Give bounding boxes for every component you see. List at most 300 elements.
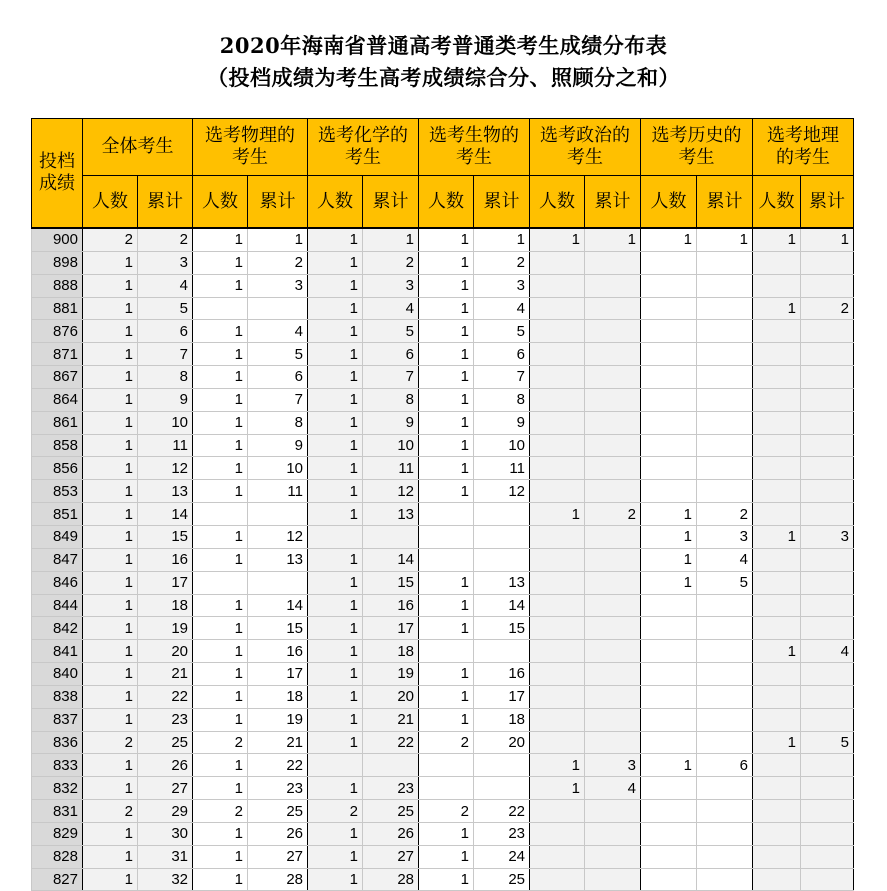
count-cell	[419, 503, 474, 526]
cumulative-cell: 27	[138, 777, 193, 800]
score-cell: 841	[32, 640, 83, 663]
cumulative-cell: 3	[363, 274, 419, 297]
count-cell: 1	[530, 503, 585, 526]
count-cell: 1	[193, 525, 248, 548]
count-cell: 1	[308, 274, 363, 297]
cumulative-cell: 25	[474, 868, 530, 891]
score-cell: 871	[32, 343, 83, 366]
count-cell: 1	[753, 228, 801, 251]
count-cell: 1	[419, 663, 474, 686]
count-cell: 1	[83, 297, 138, 320]
table-row	[32, 800, 854, 823]
cumulative-cell: 23	[363, 777, 419, 800]
table-row	[32, 868, 854, 891]
cumulative-cell: 20	[138, 640, 193, 663]
count-cell: 2	[419, 731, 474, 754]
score-cell: 853	[32, 480, 83, 503]
score-distribution-table	[31, 118, 854, 891]
cumulative-cell: 27	[248, 845, 308, 868]
cumulative-cell: 11	[363, 457, 419, 480]
table-title: 2020年海南省普通高考普通类考生成绩分布表	[219, 33, 668, 58]
cumulative-cell	[801, 366, 854, 389]
count-cell: 1	[83, 480, 138, 503]
count-cell: 1	[193, 754, 248, 777]
cumulative-cell: 16	[363, 594, 419, 617]
cumulative-cell: 10	[363, 434, 419, 457]
table-row	[32, 274, 854, 297]
cumulative-cell	[801, 868, 854, 891]
count-cell	[641, 868, 697, 891]
cumulative-cell	[801, 320, 854, 343]
cumulative-cell	[585, 457, 641, 480]
count-cell: 1	[193, 366, 248, 389]
count-cell	[753, 708, 801, 731]
count-cell	[641, 457, 697, 480]
cumulative-cell	[697, 822, 753, 845]
cumulative-cell	[697, 320, 753, 343]
count-cell: 1	[83, 571, 138, 594]
cumulative-cell	[801, 251, 854, 274]
cumulative-cell: 14	[363, 548, 419, 571]
count-cell: 1	[753, 525, 801, 548]
cumulative-cell: 1	[585, 228, 641, 251]
count-cell: 1	[308, 251, 363, 274]
group-header: 选考物理的考生	[193, 119, 308, 176]
count-cell	[641, 480, 697, 503]
count-cell: 1	[193, 343, 248, 366]
table-row	[32, 503, 854, 526]
count-cell	[753, 457, 801, 480]
count-cell: 1	[83, 525, 138, 548]
cumulative-cell: 4	[585, 777, 641, 800]
cumulative-cell	[585, 251, 641, 274]
count-cell	[753, 868, 801, 891]
cumulative-cell	[474, 640, 530, 663]
table-row	[32, 685, 854, 708]
count-cell: 1	[308, 320, 363, 343]
count-cell: 1	[308, 480, 363, 503]
cumulative-cell: 4	[248, 320, 308, 343]
cumulative-cell	[801, 754, 854, 777]
cumulative-cell: 18	[248, 685, 308, 708]
score-cell: 858	[32, 434, 83, 457]
count-cell: 1	[753, 640, 801, 663]
count-cell: 1	[193, 434, 248, 457]
cumulative-cell	[585, 594, 641, 617]
count-cell: 1	[193, 868, 248, 891]
count-cell	[641, 297, 697, 320]
cumulative-cell: 12	[248, 525, 308, 548]
count-cell: 1	[419, 571, 474, 594]
count-cell	[641, 663, 697, 686]
count-cell: 1	[308, 685, 363, 708]
count-cell: 1	[419, 366, 474, 389]
cumulative-cell: 2	[697, 503, 753, 526]
count-cell	[753, 480, 801, 503]
table-row	[32, 251, 854, 274]
cumulative-cell	[801, 617, 854, 640]
count-header: 人数	[530, 176, 585, 229]
cumulative-cell	[697, 343, 753, 366]
cumulative-cell: 5	[697, 571, 753, 594]
cumulative-cell: 10	[138, 411, 193, 434]
group-header: 选考生物的考生	[419, 119, 530, 176]
count-cell: 1	[193, 457, 248, 480]
table-row	[32, 548, 854, 571]
count-cell	[419, 777, 474, 800]
count-cell: 1	[83, 822, 138, 845]
cumulative-cell	[585, 663, 641, 686]
cumulative-cell: 2	[248, 251, 308, 274]
cumulative-cell: 10	[248, 457, 308, 480]
count-cell	[530, 251, 585, 274]
count-cell: 1	[641, 571, 697, 594]
table-row	[32, 480, 854, 503]
score-cell: 888	[32, 274, 83, 297]
cumulative-cell: 6	[138, 320, 193, 343]
count-cell	[530, 800, 585, 823]
count-cell: 1	[308, 571, 363, 594]
count-cell	[753, 548, 801, 571]
cumulative-cell: 28	[363, 868, 419, 891]
cumulative-cell: 17	[248, 663, 308, 686]
cumulative-cell: 6	[248, 366, 308, 389]
cumulative-cell	[801, 411, 854, 434]
cumulative-cell: 17	[363, 617, 419, 640]
cumulative-cell	[697, 868, 753, 891]
count-cell	[530, 297, 585, 320]
count-cell: 1	[83, 594, 138, 617]
cumulative-cell: 18	[363, 640, 419, 663]
count-cell	[530, 343, 585, 366]
cumulative-cell: 9	[474, 411, 530, 434]
cumulative-cell: 16	[248, 640, 308, 663]
count-cell: 1	[530, 754, 585, 777]
count-cell: 2	[193, 731, 248, 754]
cumulative-cell: 5	[474, 320, 530, 343]
count-cell	[753, 571, 801, 594]
cumulative-cell: 14	[248, 594, 308, 617]
cumulative-cell	[585, 274, 641, 297]
count-cell: 1	[530, 228, 585, 251]
cumulative-cell	[801, 457, 854, 480]
cumulative-cell: 4	[697, 548, 753, 571]
count-cell: 2	[308, 800, 363, 823]
cumulative-cell	[585, 411, 641, 434]
cumulative-cell: 31	[138, 845, 193, 868]
count-cell	[530, 640, 585, 663]
count-cell: 1	[308, 366, 363, 389]
cumulative-cell: 2	[585, 503, 641, 526]
cumulative-cell: 7	[138, 343, 193, 366]
count-cell: 2	[83, 228, 138, 251]
cumulative-cell: 23	[138, 708, 193, 731]
count-cell	[753, 845, 801, 868]
cumulative-cell	[363, 754, 419, 777]
count-cell: 1	[419, 617, 474, 640]
cumulative-cell	[248, 297, 308, 320]
cumulative-cell: 22	[474, 800, 530, 823]
count-cell: 1	[308, 777, 363, 800]
count-cell	[530, 685, 585, 708]
cumulative-cell	[697, 617, 753, 640]
cumulative-cell	[585, 822, 641, 845]
count-cell: 1	[308, 343, 363, 366]
count-cell	[753, 343, 801, 366]
cumulative-cell	[697, 663, 753, 686]
group-header: 选考地理的考生	[753, 119, 854, 176]
count-cell: 1	[83, 617, 138, 640]
count-cell	[753, 822, 801, 845]
cumulative-cell	[585, 617, 641, 640]
cumulative-cell: 6	[363, 343, 419, 366]
cumulative-cell	[801, 777, 854, 800]
cumulative-cell: 7	[248, 388, 308, 411]
cumulative-cell	[363, 525, 419, 548]
cumulative-cell: 3	[248, 274, 308, 297]
cumulative-cell	[697, 731, 753, 754]
count-cell: 1	[193, 777, 248, 800]
table-row	[32, 754, 854, 777]
count-cell	[419, 640, 474, 663]
count-cell: 1	[193, 594, 248, 617]
count-cell: 1	[193, 663, 248, 686]
cumulative-cell	[585, 434, 641, 457]
count-cell	[641, 800, 697, 823]
cumulative-cell: 32	[138, 868, 193, 891]
count-cell: 1	[83, 366, 138, 389]
cumulative-cell: 1	[248, 228, 308, 251]
table-row	[32, 434, 854, 457]
cumulative-cell	[585, 320, 641, 343]
cumulative-cell	[248, 503, 308, 526]
cumulative-cell: 22	[248, 754, 308, 777]
cumulative-cell	[697, 411, 753, 434]
count-cell	[530, 663, 585, 686]
cumulative-cell: 1	[801, 228, 854, 251]
table-row	[32, 366, 854, 389]
count-header: 人数	[193, 176, 248, 229]
cumulative-cell	[801, 685, 854, 708]
count-cell: 1	[193, 708, 248, 731]
cumulative-cell: 3	[801, 525, 854, 548]
count-cell: 1	[530, 777, 585, 800]
cumulative-cell	[585, 525, 641, 548]
count-cell	[641, 822, 697, 845]
count-cell	[641, 388, 697, 411]
count-cell: 1	[308, 822, 363, 845]
count-cell	[530, 822, 585, 845]
count-cell: 1	[83, 868, 138, 891]
count-cell: 1	[419, 594, 474, 617]
cumulative-cell	[585, 297, 641, 320]
count-cell	[641, 434, 697, 457]
table-subtitle: （投档成绩为考生高考成绩综合分、照顾分之和）	[207, 65, 680, 90]
cumulative-cell: 11	[248, 480, 308, 503]
count-cell	[530, 594, 585, 617]
cumulative-cell: 16	[138, 548, 193, 571]
cumulative-cell: 12	[474, 480, 530, 503]
cumulative-cell: 8	[138, 366, 193, 389]
count-cell: 1	[308, 297, 363, 320]
count-cell: 1	[193, 480, 248, 503]
count-cell: 1	[308, 845, 363, 868]
count-cell: 1	[308, 548, 363, 571]
cumulative-cell: 3	[697, 525, 753, 548]
count-cell: 2	[83, 731, 138, 754]
count-cell	[641, 731, 697, 754]
count-cell: 1	[308, 594, 363, 617]
count-cell: 1	[83, 388, 138, 411]
cumulative-header: 累计	[585, 176, 641, 229]
cumulative-cell	[585, 708, 641, 731]
cumulative-cell: 5	[801, 731, 854, 754]
cumulative-cell	[585, 343, 641, 366]
cumulative-cell	[585, 388, 641, 411]
score-cell: 844	[32, 594, 83, 617]
count-cell: 1	[419, 320, 474, 343]
count-cell	[193, 503, 248, 526]
count-cell	[530, 434, 585, 457]
count-cell: 1	[193, 388, 248, 411]
cumulative-cell: 8	[248, 411, 308, 434]
table-row	[32, 640, 854, 663]
score-cell: 828	[32, 845, 83, 868]
count-header: 人数	[641, 176, 697, 229]
count-header: 人数	[419, 176, 474, 229]
table-row	[32, 845, 854, 868]
table-row	[32, 822, 854, 845]
score-cell: 847	[32, 548, 83, 571]
cumulative-cell: 1	[474, 228, 530, 251]
cumulative-cell: 5	[248, 343, 308, 366]
score-cell: 867	[32, 366, 83, 389]
cumulative-cell	[801, 845, 854, 868]
cumulative-cell	[801, 548, 854, 571]
cumulative-cell: 4	[801, 640, 854, 663]
cumulative-header: 累计	[138, 176, 193, 229]
count-cell: 1	[308, 457, 363, 480]
cumulative-cell: 16	[474, 663, 530, 686]
cumulative-cell: 2	[474, 251, 530, 274]
count-cell: 1	[193, 251, 248, 274]
table-row	[32, 731, 854, 754]
cumulative-cell: 4	[363, 297, 419, 320]
count-cell: 1	[193, 228, 248, 251]
count-cell	[530, 845, 585, 868]
count-cell	[753, 251, 801, 274]
count-header: 人数	[308, 176, 363, 229]
cumulative-cell	[585, 845, 641, 868]
count-cell: 1	[641, 503, 697, 526]
cumulative-cell	[248, 571, 308, 594]
count-cell	[641, 685, 697, 708]
count-cell	[530, 617, 585, 640]
count-cell	[308, 754, 363, 777]
count-cell	[530, 548, 585, 571]
cumulative-cell	[585, 731, 641, 754]
group-header: 选考化学的考生	[308, 119, 419, 176]
cumulative-cell	[801, 343, 854, 366]
cumulative-cell	[697, 434, 753, 457]
count-cell: 1	[308, 617, 363, 640]
cumulative-cell: 27	[363, 845, 419, 868]
count-cell	[530, 731, 585, 754]
count-cell	[753, 663, 801, 686]
count-cell: 1	[419, 457, 474, 480]
cumulative-cell: 13	[474, 571, 530, 594]
count-cell: 1	[83, 503, 138, 526]
count-cell	[753, 503, 801, 526]
count-cell	[641, 708, 697, 731]
cumulative-cell: 14	[474, 594, 530, 617]
table-row	[32, 777, 854, 800]
count-cell: 1	[193, 822, 248, 845]
group-header: 选考政治的考生	[530, 119, 641, 176]
count-cell: 2	[83, 800, 138, 823]
score-header: 投档成绩	[32, 119, 83, 229]
cumulative-cell: 15	[248, 617, 308, 640]
count-cell	[530, 480, 585, 503]
count-cell: 1	[83, 663, 138, 686]
count-cell: 1	[83, 754, 138, 777]
cumulative-cell: 13	[363, 503, 419, 526]
cumulative-cell: 2	[363, 251, 419, 274]
count-cell: 1	[83, 548, 138, 571]
cumulative-cell: 4	[138, 274, 193, 297]
count-cell: 1	[83, 685, 138, 708]
cumulative-header: 累计	[801, 176, 854, 229]
cumulative-cell: 3	[138, 251, 193, 274]
score-cell: 881	[32, 297, 83, 320]
count-cell: 1	[308, 868, 363, 891]
cumulative-cell: 13	[138, 480, 193, 503]
table-row	[32, 320, 854, 343]
cumulative-cell: 18	[474, 708, 530, 731]
count-cell: 1	[641, 548, 697, 571]
cumulative-cell	[697, 640, 753, 663]
cumulative-cell: 15	[474, 617, 530, 640]
count-cell	[530, 366, 585, 389]
cumulative-cell: 14	[138, 503, 193, 526]
cumulative-cell: 4	[474, 297, 530, 320]
cumulative-cell	[697, 274, 753, 297]
cumulative-cell	[801, 434, 854, 457]
count-cell: 1	[308, 434, 363, 457]
table-row	[32, 525, 854, 548]
count-cell: 1	[308, 663, 363, 686]
score-cell: 856	[32, 457, 83, 480]
count-cell: 1	[83, 320, 138, 343]
count-cell	[419, 525, 474, 548]
count-cell: 1	[419, 411, 474, 434]
cumulative-cell	[585, 366, 641, 389]
table-row	[32, 708, 854, 731]
cumulative-cell	[697, 388, 753, 411]
cumulative-cell	[801, 503, 854, 526]
score-cell: 861	[32, 411, 83, 434]
count-cell: 1	[193, 617, 248, 640]
cumulative-header: 累计	[248, 176, 308, 229]
cumulative-cell: 22	[363, 731, 419, 754]
cumulative-cell: 7	[363, 366, 419, 389]
score-cell: 851	[32, 503, 83, 526]
count-cell: 1	[419, 274, 474, 297]
cumulative-cell	[697, 685, 753, 708]
count-cell: 1	[308, 228, 363, 251]
cumulative-cell	[697, 366, 753, 389]
cumulative-cell	[697, 845, 753, 868]
